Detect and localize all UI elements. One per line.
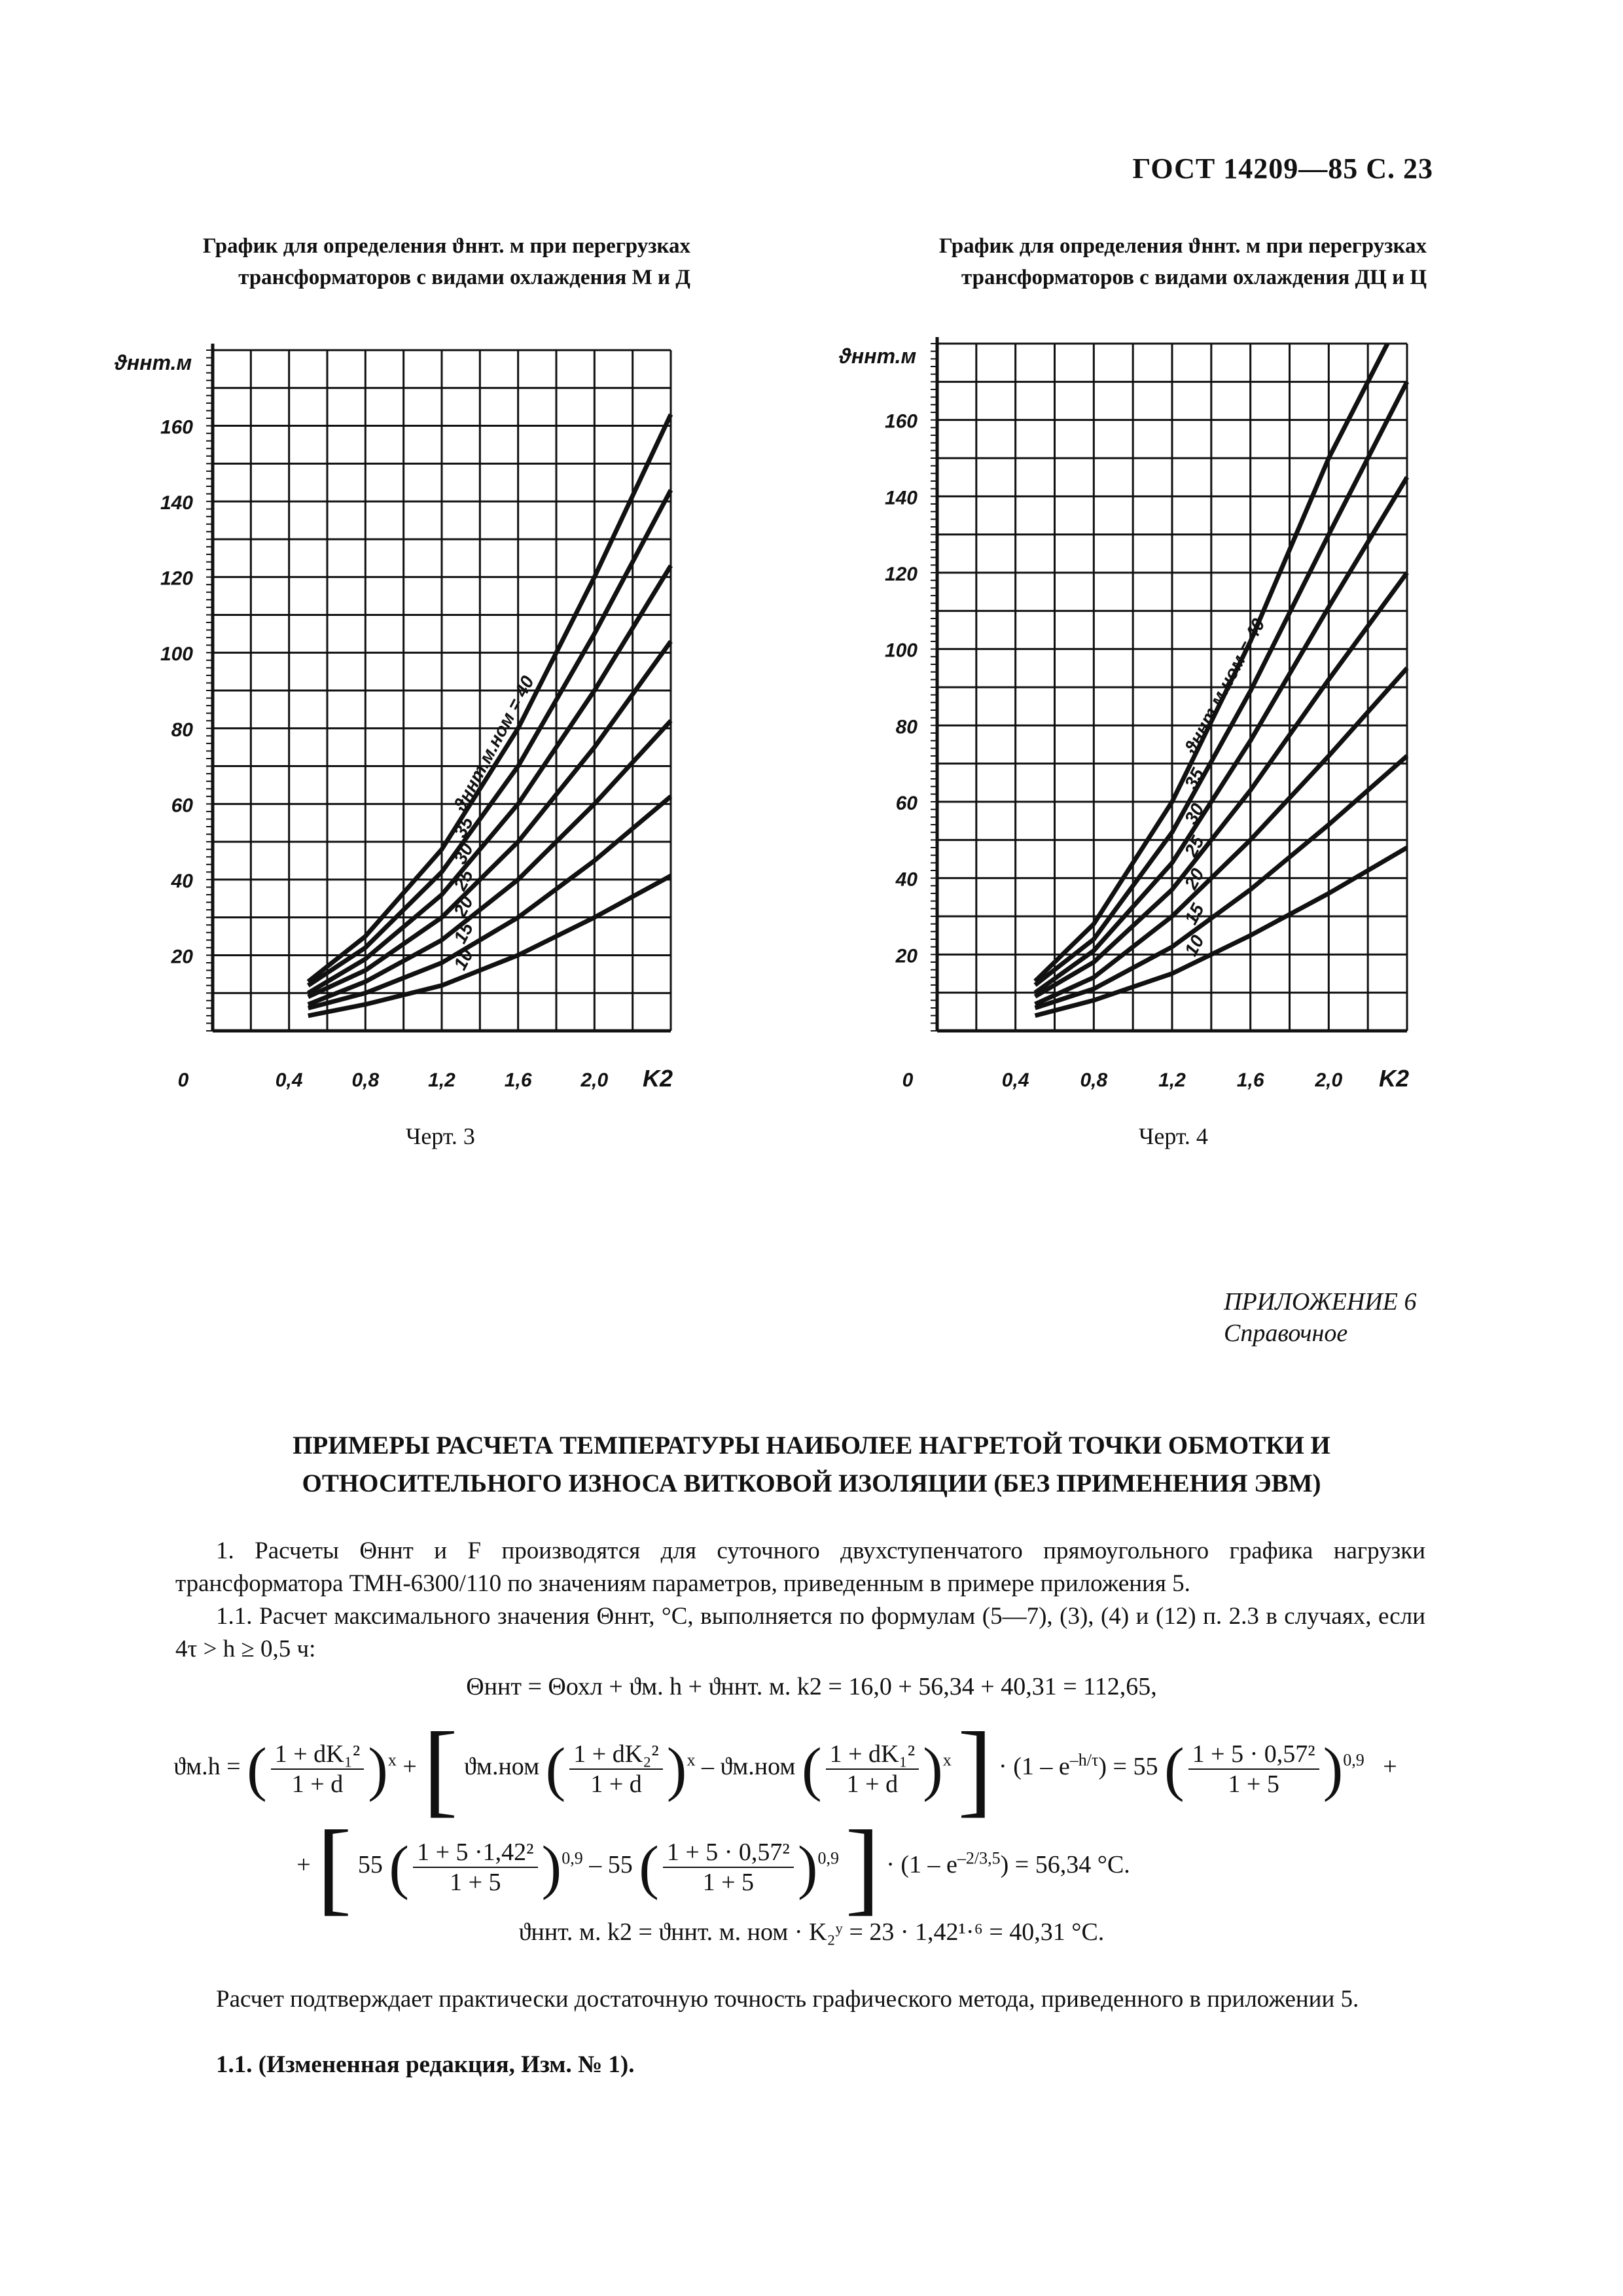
f2-tail1sup: –h/τ — [1069, 1750, 1099, 1770]
y-tick-label: 120 — [160, 567, 193, 590]
f2-frac4 — [1188, 1740, 1319, 1799]
y-tick-label: 60 — [171, 795, 193, 817]
f2-num4: 1 + 5 · 0,57² — [1188, 1740, 1319, 1770]
f3-paren2-open: ( — [639, 1833, 659, 1901]
series-label-25: 25 — [450, 866, 478, 894]
y-tick-label: 20 — [171, 946, 193, 968]
f3-paren1-close: ) — [541, 1833, 562, 1901]
x-tick-label: 2,0 — [1315, 1069, 1343, 1091]
paragraph-amendment: 1.1. (Измененная редакция, Изм. № 1). — [216, 2051, 635, 2078]
f2-paren3-close: ) — [923, 1735, 943, 1803]
f2-paren3-open: ( — [801, 1735, 822, 1803]
f2-paren2-open: ( — [545, 1735, 566, 1803]
y-axis-label: ϑннт.м — [115, 351, 192, 374]
f3-c1: 55 — [357, 1851, 383, 1879]
y-tick-label: 40 — [895, 869, 918, 891]
chart-4-caption: Черт. 4 — [1139, 1123, 1208, 1149]
f2-den2: 1 + d — [590, 1770, 642, 1798]
series-label-40: ϑннт.м.ном = 40 — [450, 672, 538, 815]
f2-exp4: 0,9 — [1343, 1750, 1364, 1770]
x-tick-label: 0,8 — [351, 1069, 380, 1091]
x-axis-label: K2 — [1378, 1065, 1410, 1092]
f3-den1: 1 + 5 — [450, 1868, 501, 1896]
y-tick-label: 140 — [160, 492, 193, 514]
series-label-40: ϑннт.м.ном = 40 — [1180, 615, 1269, 757]
y-tick-label: 40 — [171, 870, 193, 892]
f3-c2: – 55 — [589, 1851, 633, 1879]
y-tick-label: 160 — [160, 416, 193, 439]
f3-lead: + — [296, 1851, 311, 1879]
y-tick-label: 80 — [895, 716, 918, 738]
series-label-25: 25 — [1180, 833, 1208, 861]
x-tick-label: 2,0 — [580, 1069, 609, 1091]
series-label-15: 15 — [450, 919, 478, 947]
chart-3-caption: Черт. 3 — [406, 1123, 475, 1149]
f2-num2: 1 + dK₂² — [569, 1740, 663, 1770]
chart-3-title-line1: График для определения ϑннт. м при перегрузках — [202, 234, 690, 258]
f3-den2: 1 + 5 — [702, 1868, 755, 1896]
f2-tail2: ) = 55 — [1098, 1753, 1158, 1781]
appendix-subtitle: Справочное — [1224, 1319, 1348, 1347]
f2-den3: 1 + d — [846, 1770, 899, 1798]
section-title-line2: ОТНОСИТЕЛЬНОГО ИЗНОСА ВИТКОВОЙ ИЗОЛЯЦИИ (БЕЗ ПРИМЕНЕНИЯ ЭВМ) — [302, 1469, 1321, 1498]
f3-tailsup: –2/3,5 — [957, 1848, 1001, 1868]
series-label-20: 20 — [450, 892, 478, 921]
y-axis-label: ϑннт.м — [839, 344, 917, 368]
f3-num2: 1 + 5 · 0,57² — [663, 1838, 794, 1868]
f3-exp2: 0,9 — [817, 1848, 839, 1868]
f2-exp2: x — [687, 1750, 696, 1770]
paragraph-1-1: 1.1. Расчет максимального значения Θннт, °С, выполняется по формулам (5—7), (3), (4) и (12) п. 2.3 в случаях, если 4τ > h ≥ 0,5 ч: — [175, 1603, 1425, 1662]
f2-den4: 1 + 5 — [1228, 1770, 1279, 1798]
series-label-30: 30 — [450, 840, 478, 868]
x-tick-label: 0,4 — [275, 1069, 303, 1091]
section-title-line1: ПРИМЕРЫ РАСЧЕТА ТЕМПЕРАТУРЫ НАИБОЛЕЕ НАГРЕТОЙ ТОЧКИ ОБМОТКИ И — [293, 1431, 1330, 1460]
x-axis-label: K2 — [642, 1065, 673, 1092]
section-title — [196, 1427, 1427, 1503]
f3-tail: · (1 – e — [886, 1851, 957, 1879]
series-label-35: 35 — [1180, 764, 1208, 793]
paragraph-conclusion: Расчет подтверждает практически достаточную точность графического метода, приведенного в приложении 5. — [216, 1986, 1359, 2013]
y-tick-label: 140 — [884, 487, 918, 509]
formula-theta-k2: ϑннт. м. k2 = ϑннт. м. ном · K₂ʸ = 23 · 1,42¹·⁶ = 40,31 °С. — [518, 1918, 1105, 1946]
x-tick-label: 0,4 — [1001, 1069, 1029, 1091]
series-label-30: 30 — [1180, 800, 1208, 828]
f2-bracket-close: ] — [957, 1710, 993, 1827]
f3-paren2-close: ) — [797, 1833, 818, 1901]
origin-label: 0 — [902, 1069, 914, 1091]
f3-end: ) = 56,34 °С. — [1000, 1851, 1130, 1879]
paragraph-1: 1. Расчеты Θннт и F производятся для суточного двухступенчатого прямоугольного графика нагрузки трансформатора ТМН-6300/110 по значениям параметров, приведенным в примере приложения 5. — [175, 1537, 1425, 1597]
f2-paren-close: ) — [368, 1735, 388, 1803]
f2-paren4-close: ) — [1323, 1735, 1344, 1803]
y-tick-label: 20 — [895, 945, 918, 967]
f2-lhs: ϑм.h = — [173, 1753, 241, 1781]
f3-paren1-open: ( — [389, 1833, 410, 1901]
f2-bracket-open: [ — [423, 1710, 458, 1827]
f2-exp1: x — [387, 1750, 397, 1770]
f2-frac3 — [826, 1740, 919, 1799]
series-label-10: 10 — [1180, 931, 1208, 960]
chart-3-title-line2: трансформаторов с видами охлаждения М и Д — [238, 266, 690, 289]
f3-frac1 — [413, 1838, 537, 1897]
f3-bracket-close: ] — [845, 1808, 880, 1925]
appendix-label — [1224, 1286, 1420, 1349]
y-tick-label: 100 — [160, 643, 193, 666]
x-tick-label: 0,8 — [1080, 1069, 1108, 1091]
f2-paren2-close: ) — [666, 1735, 687, 1803]
f2-paren4-open: ( — [1164, 1735, 1185, 1803]
appendix-title: ПРИЛОЖЕНИЕ 6 — [1224, 1288, 1417, 1316]
formula-theta: Θннт = Θохл + ϑм. h + ϑннт. м. k2 = 16,0 + 56,34 + 40,31 = 112,65, — [466, 1673, 1157, 1700]
f2-paren-open: ( — [247, 1735, 267, 1803]
y-tick-label: 100 — [884, 639, 918, 662]
y-tick-label: 160 — [884, 410, 918, 433]
f3-num1: 1 + 5 ·1,42² — [413, 1838, 537, 1868]
page-header: ГОСТ 14209—85 С. 23 — [1132, 152, 1433, 185]
formula-theta-mh: ϑм.h = ( $\frac{\text{1 + dK₁²}}{1 + d}$ )$^x$ + [ ϑм.ном ( $\frac{\text{1 + dK₂²}}{1 + d}$ )$^x$ – ϑм.ном ( $\frac{\text{1 + dK₁²}}{1 + d}$ )$^x$ ] · $(1 - e^{-h/\tau}) = 55$ ( $\frac{\text{1 + 5 · 0,57²}}{1 + 5}$ )$^{0,9}$ + — [173, 1710, 1397, 1827]
series-label-20: 20 — [1180, 865, 1208, 893]
f2-exp3: x — [942, 1750, 952, 1770]
x-tick-label: 1,6 — [1236, 1069, 1264, 1091]
f2-plus: + — [1383, 1753, 1397, 1781]
f2-den1: 1 + d — [291, 1770, 344, 1798]
y-tick-label: 60 — [895, 793, 918, 814]
series-label-35: 35 — [450, 813, 478, 841]
f3-bracket-open: [ — [317, 1808, 352, 1925]
chart-4-title-line2: трансформаторов с видами охлаждения ДЦ и Ц — [961, 266, 1427, 289]
x-tick-label: 1,6 — [504, 1069, 532, 1091]
series-label-10: 10 — [450, 945, 478, 973]
y-tick-label: 120 — [884, 564, 918, 585]
f3-exp1: 0,9 — [562, 1848, 583, 1868]
series-label-15: 15 — [1180, 900, 1208, 928]
f2-frac1 — [271, 1740, 365, 1799]
f2-tail1: · (1 – e — [999, 1753, 1070, 1781]
f2-num3: 1 + dK₁² — [826, 1740, 919, 1770]
f2-term2: ϑм.ном — [464, 1753, 540, 1781]
chart-4-title-line1: График для определения ϑннт. м при перегрузках — [938, 234, 1427, 258]
formula-continuation — [0, 1806, 1525, 1928]
f3-frac2 — [663, 1838, 794, 1897]
f2-frac2 — [569, 1740, 663, 1799]
f2-num1: 1 + dK₁² — [271, 1740, 365, 1770]
origin-label: 0 — [177, 1069, 189, 1091]
f2-term3: – ϑм.ном — [701, 1753, 796, 1781]
y-tick-label: 80 — [171, 719, 193, 741]
x-tick-label: 1,2 — [428, 1069, 455, 1091]
x-tick-label: 1,2 — [1158, 1069, 1186, 1091]
